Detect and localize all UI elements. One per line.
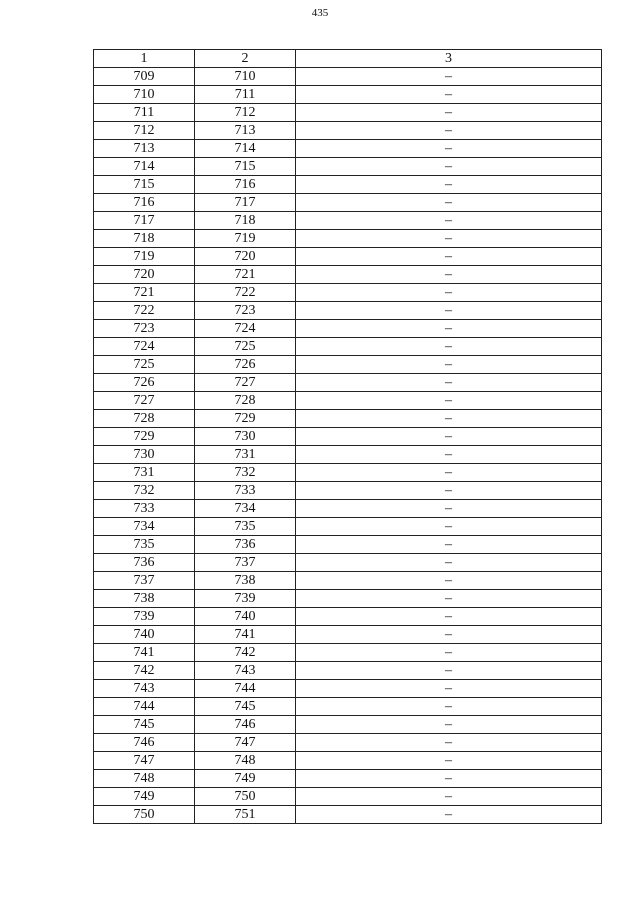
table-row	[94, 230, 602, 248]
table-cell-col-3: –	[296, 518, 602, 536]
table-cell-col-1: 720	[94, 266, 195, 284]
page-number: 435	[311, 7, 329, 19]
table-cell-col-2: 744	[195, 680, 296, 698]
table-row	[94, 608, 602, 626]
table-cell-col-3: –	[296, 626, 602, 644]
table-cell-col-1: 748	[94, 770, 195, 788]
table-row	[94, 626, 602, 644]
table-cell-col-2: 723	[195, 302, 296, 320]
table-cell-col-2: 733	[195, 482, 296, 500]
table-cell-col-2: 729	[195, 410, 296, 428]
table-cell-col-3: –	[296, 572, 602, 590]
table-cell-col-3: –	[296, 194, 602, 212]
table-cell-col-3: –	[296, 302, 602, 320]
table-cell-col-1: 717	[94, 212, 195, 230]
table-row	[94, 68, 602, 86]
table-row	[94, 572, 602, 590]
table-cell-col-2: 719	[195, 230, 296, 248]
table-cell-col-3: –	[296, 338, 602, 356]
table-cell-col-1: 726	[94, 374, 195, 392]
table-cell-col-2: 735	[195, 518, 296, 536]
table-cell-col-2: 721	[195, 266, 296, 284]
table-cell-col-1: 730	[94, 446, 195, 464]
table-cell-col-2: 730	[195, 428, 296, 446]
table-cell-col-3: –	[296, 284, 602, 302]
table-cell-col-1: 743	[94, 680, 195, 698]
table-cell-col-3: –	[296, 464, 602, 482]
table-body	[94, 68, 602, 824]
table-cell-col-3: –	[296, 158, 602, 176]
table-row	[94, 122, 602, 140]
table-cell-col-3: –	[296, 212, 602, 230]
table-cell-col-3: –	[296, 122, 602, 140]
table-cell-col-1: 724	[94, 338, 195, 356]
table-cell-col-3: –	[296, 536, 602, 554]
table-cell-col-2: 716	[195, 176, 296, 194]
table-cell-col-1: 709	[94, 68, 195, 86]
table-cell-col-3: –	[296, 374, 602, 392]
table-cell-col-3: –	[296, 68, 602, 86]
table-row	[94, 698, 602, 716]
table-row	[94, 212, 602, 230]
table-row	[94, 86, 602, 104]
table-cell-col-3: –	[296, 86, 602, 104]
table-cell-col-1: 733	[94, 500, 195, 518]
table-cell-col-2: 739	[195, 590, 296, 608]
table-cell-col-1: 750	[94, 806, 195, 824]
table-cell-col-1: 725	[94, 356, 195, 374]
table-cell-col-3: –	[296, 680, 602, 698]
table-cell-col-3: –	[296, 806, 602, 824]
table-cell-col-1: 747	[94, 752, 195, 770]
table-cell-col-1: 744	[94, 698, 195, 716]
table-cell-col-2: 745	[195, 698, 296, 716]
table-row	[94, 752, 602, 770]
table-cell-col-1: 731	[94, 464, 195, 482]
table-cell-col-3: –	[296, 446, 602, 464]
table-cell-col-1: 734	[94, 518, 195, 536]
table-row	[94, 392, 602, 410]
table-cell-col-2: 743	[195, 662, 296, 680]
table-row	[94, 374, 602, 392]
table-row	[94, 446, 602, 464]
table-cell-col-3: –	[296, 590, 602, 608]
table-cell-col-3: –	[296, 392, 602, 410]
table-row	[94, 248, 602, 266]
table-cell-col-2: 727	[195, 374, 296, 392]
table-cell-col-1: 727	[94, 392, 195, 410]
table-cell-col-2: 728	[195, 392, 296, 410]
table-cell-col-1: 714	[94, 158, 195, 176]
table-row	[94, 644, 602, 662]
table-cell-col-1: 741	[94, 644, 195, 662]
table-row	[94, 518, 602, 536]
table-cell-col-3: –	[296, 644, 602, 662]
table-cell-col-1: 718	[94, 230, 195, 248]
table-row	[94, 338, 602, 356]
table-row	[94, 464, 602, 482]
table-header	[94, 50, 602, 68]
column-header-1: 1	[94, 50, 195, 68]
table-cell-col-3: –	[296, 788, 602, 806]
table-row	[94, 806, 602, 824]
table-cell-col-3: –	[296, 500, 602, 518]
table-cell-col-2: 738	[195, 572, 296, 590]
table-cell-col-3: –	[296, 230, 602, 248]
table-row	[94, 194, 602, 212]
table-cell-col-2: 732	[195, 464, 296, 482]
table-row	[94, 356, 602, 374]
table-cell-col-1: 713	[94, 140, 195, 158]
table-row	[94, 302, 602, 320]
table-cell-col-1: 711	[94, 104, 195, 122]
table-cell-col-1: 739	[94, 608, 195, 626]
table-row	[94, 266, 602, 284]
table-cell-col-1: 729	[94, 428, 195, 446]
table-cell-col-3: –	[296, 104, 602, 122]
table-cell-col-2: 741	[195, 626, 296, 644]
table-cell-col-1: 722	[94, 302, 195, 320]
table-cell-col-2: 711	[195, 86, 296, 104]
table-cell-col-3: –	[296, 428, 602, 446]
table-cell-col-3: –	[296, 482, 602, 500]
table-row	[94, 554, 602, 572]
table-cell-col-2: 731	[195, 446, 296, 464]
table-cell-col-3: –	[296, 356, 602, 374]
table-cell-col-1: 732	[94, 482, 195, 500]
table-cell-col-3: –	[296, 320, 602, 338]
table-row	[94, 662, 602, 680]
table-row	[94, 428, 602, 446]
header-row	[94, 50, 602, 68]
table-cell-col-1: 735	[94, 536, 195, 554]
table-cell-col-2: 717	[195, 194, 296, 212]
table-row	[94, 536, 602, 554]
table-cell-col-1: 742	[94, 662, 195, 680]
table-row	[94, 500, 602, 518]
table-cell-col-3: –	[296, 140, 602, 158]
table-row	[94, 176, 602, 194]
table-cell-col-3: –	[296, 662, 602, 680]
table-cell-col-1: 745	[94, 716, 195, 734]
table-cell-col-2: 722	[195, 284, 296, 302]
table-cell-col-2: 710	[195, 68, 296, 86]
column-header-3: 3	[296, 50, 602, 68]
table-row	[94, 680, 602, 698]
table-cell-col-2: 740	[195, 608, 296, 626]
table-cell-col-2: 746	[195, 716, 296, 734]
table-cell-col-3: –	[296, 770, 602, 788]
table-cell-col-1: 740	[94, 626, 195, 644]
table-cell-col-1: 721	[94, 284, 195, 302]
table-cell-col-1: 712	[94, 122, 195, 140]
table-cell-col-2: 726	[195, 356, 296, 374]
table-cell-col-1: 723	[94, 320, 195, 338]
table-cell-col-2: 714	[195, 140, 296, 158]
table-cell-col-1: 728	[94, 410, 195, 428]
table-cell-col-3: –	[296, 554, 602, 572]
table-cell-col-2: 749	[195, 770, 296, 788]
table-cell-col-3: –	[296, 716, 602, 734]
table-cell-col-2: 747	[195, 734, 296, 752]
table-cell-col-2: 720	[195, 248, 296, 266]
table-cell-col-3: –	[296, 266, 602, 284]
table-row	[94, 140, 602, 158]
column-header-2: 2	[195, 50, 296, 68]
table-cell-col-1: 746	[94, 734, 195, 752]
table-row	[94, 158, 602, 176]
table-cell-col-2: 724	[195, 320, 296, 338]
table-cell-col-2: 751	[195, 806, 296, 824]
table-row	[94, 770, 602, 788]
table-cell-col-2: 736	[195, 536, 296, 554]
table-row	[94, 734, 602, 752]
table-cell-col-2: 715	[195, 158, 296, 176]
table-cell-col-2: 750	[195, 788, 296, 806]
table-cell-col-3: –	[296, 176, 602, 194]
table-cell-col-1: 736	[94, 554, 195, 572]
table-cell-col-2: 734	[195, 500, 296, 518]
table-cell-col-3: –	[296, 410, 602, 428]
table-cell-col-2: 748	[195, 752, 296, 770]
table-cell-col-2: 718	[195, 212, 296, 230]
table-row	[94, 104, 602, 122]
table-cell-col-2: 742	[195, 644, 296, 662]
table-row	[94, 320, 602, 338]
table-cell-col-1: 719	[94, 248, 195, 266]
table-row	[94, 482, 602, 500]
data-table	[93, 49, 602, 824]
table-row	[94, 716, 602, 734]
table-cell-col-2: 713	[195, 122, 296, 140]
table-cell-col-3: –	[296, 734, 602, 752]
table-cell-col-2: 725	[195, 338, 296, 356]
table-cell-col-3: –	[296, 698, 602, 716]
table-row	[94, 410, 602, 428]
table-cell-col-3: –	[296, 248, 602, 266]
table-cell-col-1: 737	[94, 572, 195, 590]
table-cell-col-2: 737	[195, 554, 296, 572]
table-cell-col-1: 710	[94, 86, 195, 104]
table-cell-col-1: 715	[94, 176, 195, 194]
table-cell-col-1: 738	[94, 590, 195, 608]
table-cell-col-3: –	[296, 608, 602, 626]
table-cell-col-1: 716	[94, 194, 195, 212]
table-cell-col-1: 749	[94, 788, 195, 806]
table-row	[94, 788, 602, 806]
table-cell-col-2: 712	[195, 104, 296, 122]
table-cell-col-3: –	[296, 752, 602, 770]
table-row	[94, 284, 602, 302]
table-row	[94, 590, 602, 608]
